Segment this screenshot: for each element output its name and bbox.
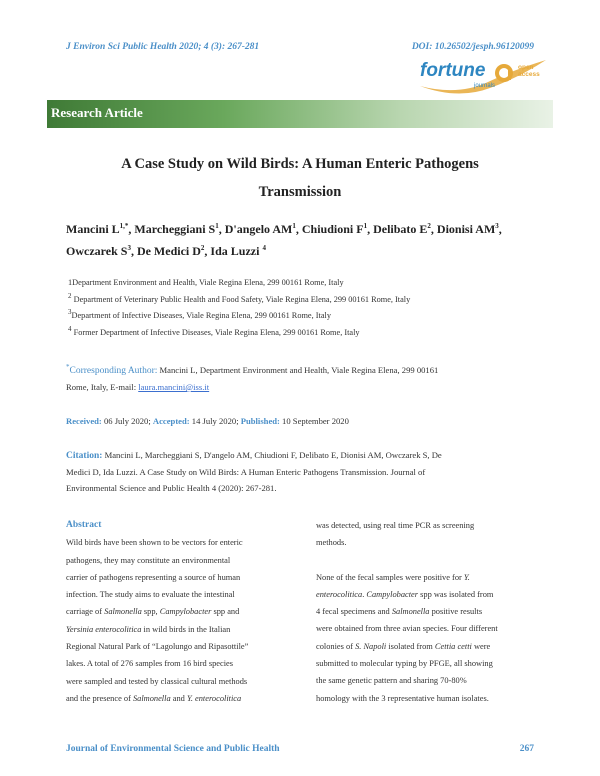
species: Salmonella bbox=[104, 607, 142, 617]
citation-label: Citation: bbox=[66, 451, 103, 461]
affiliation-sup: 3 bbox=[68, 308, 72, 317]
species: Cettia cetti bbox=[434, 641, 472, 651]
abstract-line: the same genetic pattern and sharing 70-80% bbox=[316, 676, 467, 686]
abstract-line bbox=[316, 603, 536, 620]
text: carriage of bbox=[66, 607, 105, 617]
affiliation-4 bbox=[68, 325, 538, 337]
abstract-line: was detected, using real time PCR as screening bbox=[316, 521, 475, 530]
abstract-line: Regional Natural Park of “Lagolungo and Ripasottile” bbox=[66, 642, 249, 652]
species: Salmonella bbox=[132, 693, 171, 703]
published-date: 10 September 2020 bbox=[279, 416, 349, 426]
author-affiliation-sup: 3 bbox=[495, 222, 499, 230]
author-affiliation-sup: 2 bbox=[200, 244, 205, 252]
text: in wild birds in the Italian bbox=[141, 624, 231, 634]
accepted-date: 14 July 2020; bbox=[189, 416, 241, 426]
affiliation-1: 1Department Environment and Health, Viale Regina Elena, 299 00161 Rome, Italy bbox=[68, 278, 344, 287]
author-affiliation-sup: 1 bbox=[363, 222, 368, 230]
footer-journal-name: Journal of Environmental Science and Public Health bbox=[66, 744, 280, 754]
text: and bbox=[170, 693, 187, 703]
author-name: Ida Luzzi bbox=[210, 244, 260, 258]
corresponding-line-1 bbox=[66, 362, 536, 379]
citation-text-1: Mancini L, Marcheggiani S, D'angelo AM, Chiudioni F, Delibato E, Dionisi AM, Owczarek S, De bbox=[102, 450, 442, 460]
species: S. Napoli bbox=[355, 641, 387, 651]
author-affiliation-sup: 1,* bbox=[119, 222, 129, 230]
corresponding-label: Corresponding Author: bbox=[69, 366, 158, 376]
abstract-line: were sampled and tested by classical cultural methods bbox=[66, 676, 248, 686]
abstract-line bbox=[316, 569, 536, 586]
logo-subtext: journals bbox=[474, 83, 496, 89]
citation-line-3: Environmental Science and Public Health 4 (2020): 267-281. bbox=[66, 483, 277, 493]
article-type-label: Research Article bbox=[51, 105, 143, 120]
abstract-left-column bbox=[66, 517, 284, 707]
citation-line-2: Medici D, Ida Luzzi. A Case Study on Wild Birds: A Human Enteric Pathogens Transmission. Journal of bbox=[66, 467, 426, 477]
text: and the presence of bbox=[66, 693, 133, 703]
abstract-line: Wild birds have been shown to be vectors for enteric bbox=[66, 538, 243, 548]
abstract-heading: Abstract bbox=[66, 520, 102, 530]
text: spp was isolated from bbox=[418, 589, 494, 599]
received-date: 06 July 2020; bbox=[101, 416, 153, 426]
corresponding-line-2 bbox=[66, 379, 536, 395]
title-line-2: Transmission bbox=[258, 184, 342, 200]
affiliation-text: Former Department of Infective Diseases, Viale Regina Elena, 299 00161 Rome, Italy bbox=[71, 328, 360, 337]
citation-line-1 bbox=[66, 447, 536, 464]
footer-page-number: 267 bbox=[519, 744, 534, 754]
text: . bbox=[362, 589, 367, 599]
author-name: De Medici D bbox=[136, 244, 201, 258]
author-name: Chiudioni F bbox=[301, 222, 364, 236]
abstract-line: methods. bbox=[316, 538, 347, 548]
author-name: Dionisi AM bbox=[436, 222, 496, 236]
affiliation-2 bbox=[68, 292, 538, 304]
logo-text: fortune bbox=[420, 60, 486, 81]
abstract-line bbox=[66, 621, 284, 638]
affiliation-text: Department of Veterinary Public Health and Food Safety, Viale Regina Elena, 299 00161 Rome, Italy bbox=[71, 295, 411, 304]
logo-tagline: open access bbox=[518, 64, 540, 78]
received-label: Received: bbox=[66, 416, 102, 426]
species: Campylobacter bbox=[159, 607, 212, 617]
article-title bbox=[66, 150, 534, 206]
abstract-line bbox=[316, 638, 536, 655]
author-name: Mancini L bbox=[66, 222, 120, 236]
published-label: Published: bbox=[240, 416, 280, 426]
abstract-line bbox=[316, 586, 536, 603]
species: enterocolitica bbox=[316, 589, 363, 599]
abstract-line: pathogens, they may constitute an environmental bbox=[66, 555, 231, 565]
abstract-line: carrier of pathogens representing a source of human bbox=[66, 572, 241, 582]
paragraph-gap bbox=[316, 552, 536, 569]
abstract-line: homology with the 3 representative human isolates. bbox=[316, 693, 489, 703]
abstract-line bbox=[66, 690, 284, 707]
author-affiliation-sup: 1 bbox=[215, 222, 219, 230]
doi[interactable]: DOI: 10.26502/jesph.96120099 bbox=[411, 42, 534, 52]
text: isolated from bbox=[386, 641, 435, 651]
authors-line-1: Mancini $L^{1,*}$, Marcheggiani $S^1$, D'angelo $AM^1$, Chiudioni $F^1$, Delibato $E^2$, Dionisi $AM^3$, bbox=[66, 222, 502, 236]
author-affiliation-sup: 3 bbox=[127, 244, 131, 252]
affiliation-sup: 4 bbox=[68, 325, 72, 334]
abstract-line: lakes. A total of 276 samples from 16 bird species bbox=[66, 659, 234, 669]
title-line-1: A Case Study on Wild Birds: A Human Enteric Pathogens bbox=[121, 156, 479, 172]
article-dates bbox=[66, 413, 536, 429]
author-affiliation-sup: 1 bbox=[292, 222, 296, 230]
text: were bbox=[471, 641, 491, 651]
text: None of the fecal samples were positive for bbox=[316, 572, 464, 582]
affiliation-text: Department of Infective Diseases, Viale Regina Elena, 299 00161 Rome, Italy bbox=[71, 311, 331, 320]
journal-reference: J Environ Sci Public Health 2020; 4 (3): 267-281 bbox=[66, 42, 260, 52]
corresponding-text-1: Mancini L, Department Environment and Health, Viale Regina Elena, 299 00161 bbox=[157, 365, 439, 375]
text: spp and bbox=[211, 607, 240, 617]
author-list bbox=[66, 218, 534, 262]
abstract-line bbox=[66, 603, 284, 620]
affiliation-sup: 2 bbox=[68, 292, 72, 301]
author-name: Marcheggiani S bbox=[134, 222, 216, 236]
affiliation-3 bbox=[68, 308, 538, 320]
citation bbox=[66, 447, 536, 496]
species: Y. bbox=[463, 572, 470, 582]
author-name: Delibato E bbox=[373, 222, 428, 236]
authors-line-2: Owczarek $S^3$, De Medici $D^2$, Ida Luzzi $^4$ bbox=[66, 244, 266, 258]
text: colonies of bbox=[316, 641, 356, 651]
corresponding-author bbox=[66, 362, 536, 395]
accepted-label: Accepted: bbox=[152, 416, 190, 426]
text: 4 fecal specimens and bbox=[316, 607, 392, 617]
abstract-line: infection. The study aims to evaluate the intestinal bbox=[66, 590, 235, 600]
corresponding-email-link[interactable]: laura.mancini@iss.it bbox=[138, 382, 210, 392]
abstract-right-column bbox=[316, 517, 536, 707]
text: spp, bbox=[141, 607, 160, 617]
species: Salmonella bbox=[391, 607, 430, 617]
species: Y. enterocolitica bbox=[186, 693, 242, 703]
fortune-journals-logo[interactable] bbox=[418, 56, 548, 96]
text: positive results bbox=[429, 607, 483, 617]
species: Campylobacter bbox=[366, 589, 419, 599]
author-name: D'angelo AM bbox=[224, 222, 293, 236]
species: Yersinia enterocolitica bbox=[66, 624, 142, 634]
corresponding-star: * bbox=[66, 363, 70, 372]
abstract-line: submitted to molecular typing by PFGE, all showing bbox=[316, 659, 493, 669]
author-affiliation-sup: 4 bbox=[262, 244, 266, 252]
author-affiliation-sup: 2 bbox=[427, 222, 431, 230]
corresponding-text-2: Rome, Italy, E-mail: bbox=[66, 382, 139, 392]
author-name: Owczarek S bbox=[66, 244, 128, 258]
abstract-line: were obtained from three avian species. Four different bbox=[316, 624, 498, 634]
